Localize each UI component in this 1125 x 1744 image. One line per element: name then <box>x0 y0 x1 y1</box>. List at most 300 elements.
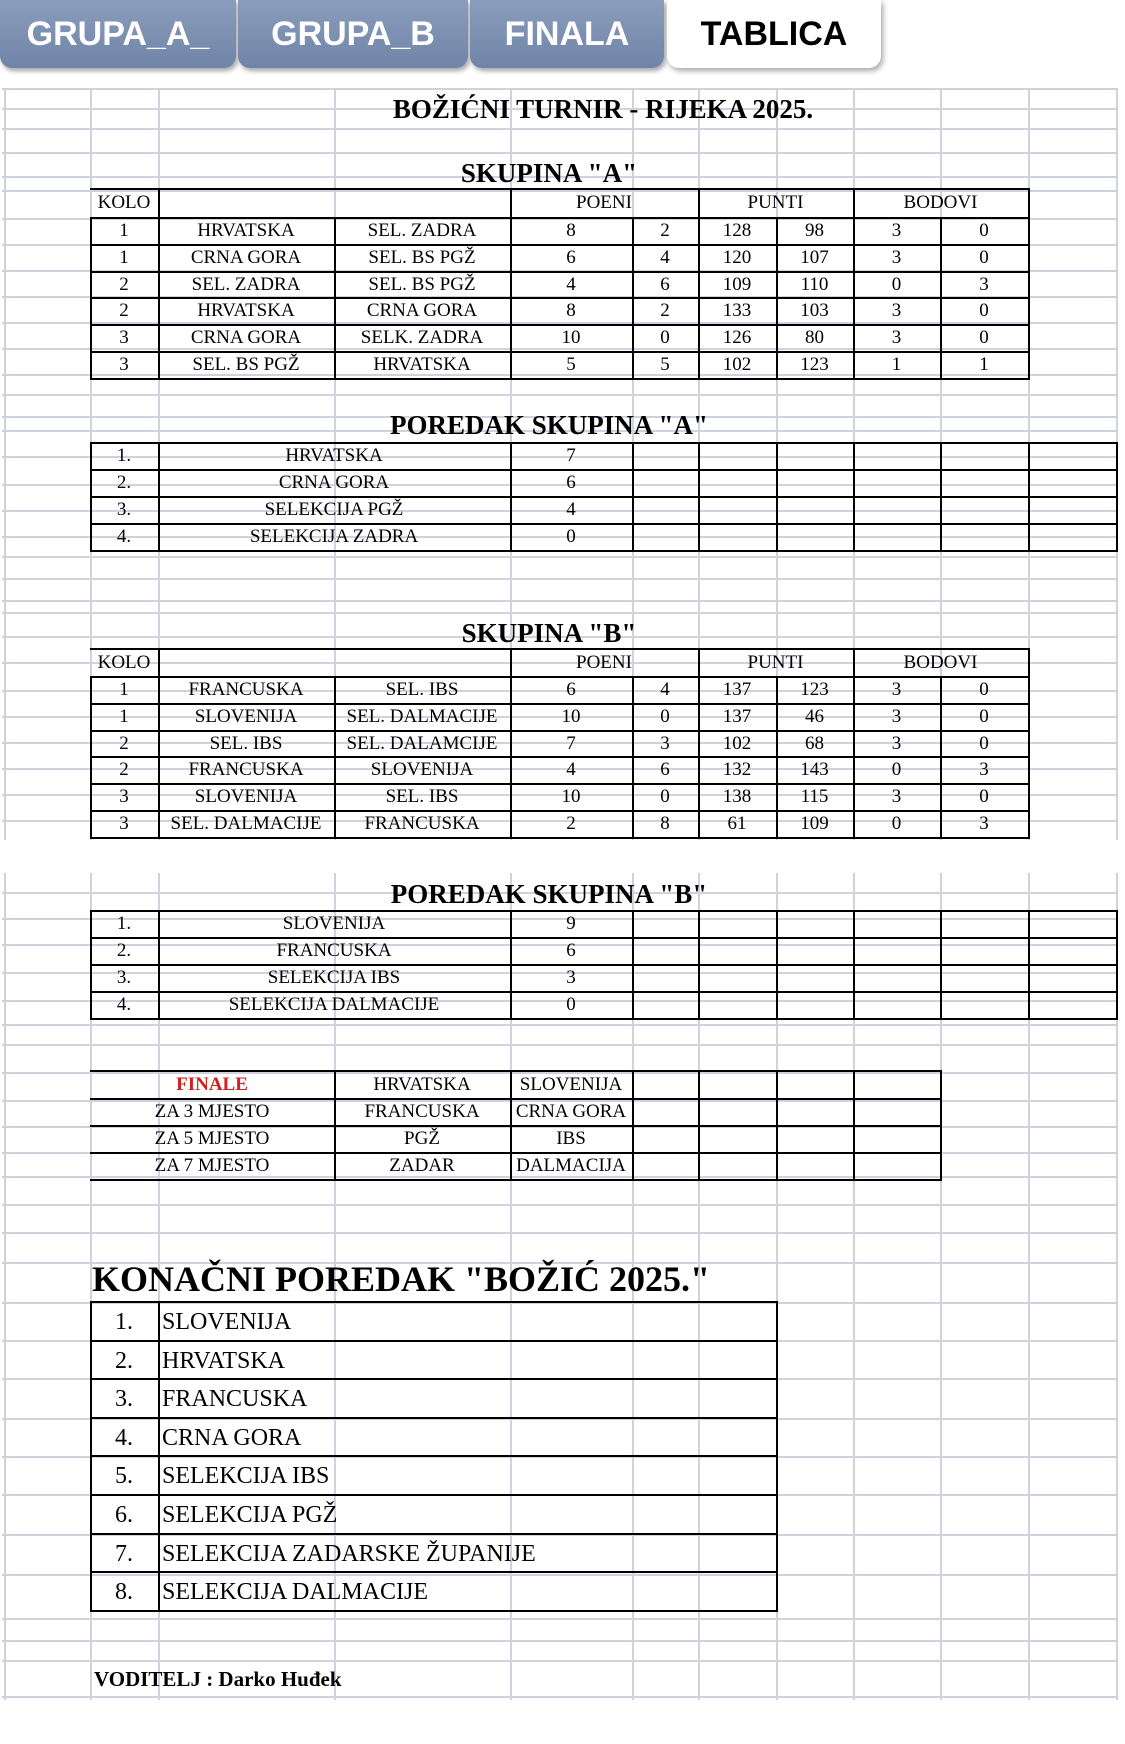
grid-line <box>2 152 1117 154</box>
table-row-cell: 0 <box>979 220 989 241</box>
table-border <box>698 442 700 552</box>
table-border <box>940 676 942 839</box>
finals-team-home: PGŽ <box>404 1128 440 1149</box>
standing-team: FRANCUSKA <box>276 940 392 961</box>
grid-line <box>2 1232 1117 1234</box>
standing-team: CRNA GORA <box>278 472 390 493</box>
placement-label: ZA 3 MJESTO <box>154 1101 270 1122</box>
table-row-cell: 0 <box>979 327 989 349</box>
table-border <box>90 676 92 839</box>
table-row-cell: 2 <box>119 273 129 295</box>
table-row-cell: 0 <box>660 705 670 727</box>
table-border <box>940 442 942 552</box>
table-row-cell: 120 <box>722 246 752 268</box>
table-border <box>90 810 1030 812</box>
page-title: BOŽIĆNI TURNIR - RIJEKA 2025. <box>392 94 814 124</box>
standings_a-title: POREDAK SKUPINA "A" <box>389 410 708 440</box>
organizer-label: VODITELJ : Darko Huđek <box>94 1667 342 1691</box>
table-border <box>90 1455 778 1457</box>
table-border <box>698 1070 700 1181</box>
table-border <box>90 550 1118 552</box>
table-row-cell: 3 <box>979 273 989 295</box>
table-border <box>1116 910 1118 1020</box>
table-border <box>90 324 1030 326</box>
table-row-cell: 0 <box>891 813 902 834</box>
table-row-cell: HRVATSKA <box>197 220 295 241</box>
table-row-cell: 126 <box>722 327 752 349</box>
table-border <box>632 676 634 839</box>
standing-points: 0 <box>566 994 576 1015</box>
table-border <box>698 910 700 1020</box>
table-row-cell: 8 <box>566 300 576 322</box>
table-border <box>90 1610 778 1612</box>
table-row-cell: 8 <box>566 220 576 241</box>
table-row-cell: CRNA GORA <box>190 246 302 268</box>
table-row-cell: SEL. BS PGŽ <box>192 354 300 375</box>
table-row-cell: 102 <box>722 732 752 754</box>
table-row-cell: 4 <box>566 759 576 781</box>
table-border <box>90 1179 942 1181</box>
table-border <box>90 1417 778 1419</box>
final-team: SELEKCIJA DALMACIJE <box>162 1579 429 1606</box>
table-row-cell: 6 <box>566 246 576 268</box>
table-row-cell: 3 <box>119 813 129 834</box>
table-border <box>853 217 855 380</box>
table-border <box>158 910 160 1020</box>
table-row-cell: 2 <box>119 732 129 754</box>
table-border <box>853 676 855 839</box>
table-border <box>158 1301 160 1612</box>
table-row-cell: HRVATSKA <box>197 300 295 322</box>
table-border <box>90 1125 942 1127</box>
table-row-cell: 3 <box>891 732 902 754</box>
table-row-cell: 3 <box>119 786 129 808</box>
table-row-cell: 0 <box>979 679 989 700</box>
finals-team-home: FRANCUSKA <box>364 1101 480 1122</box>
table-row-cell: 3 <box>660 732 670 754</box>
table-border <box>698 648 700 678</box>
standing-team: SELEKCIJA IBS <box>267 967 401 988</box>
table-row-cell: 102 <box>722 354 752 375</box>
table-border <box>632 217 634 380</box>
table-border <box>940 217 942 380</box>
table-border <box>158 188 160 219</box>
table-border <box>698 676 700 839</box>
tab-finala[interactable]: FINALA <box>470 0 664 68</box>
final-rank: 7. <box>115 1540 133 1567</box>
grid-line <box>2 1204 1117 1206</box>
table-row-cell: 115 <box>800 786 829 808</box>
table-border <box>90 910 92 1020</box>
grid-line <box>2 612 1117 614</box>
table-border <box>90 991 1118 993</box>
table-row-cell: CRNA GORA <box>366 300 478 322</box>
tab-tablica[interactable]: TABLICA <box>667 0 881 68</box>
table-row-cell: SEL. DALMACIJE <box>170 813 322 834</box>
grid-line <box>2 1024 1117 1026</box>
standing-points: 9 <box>566 913 576 934</box>
table-border <box>853 1070 855 1181</box>
table-row-cell: 0 <box>660 327 670 349</box>
table-border <box>334 676 336 839</box>
final-team: SELEKCIJA PGŽ <box>162 1502 338 1528</box>
table-row-cell: 10 <box>561 327 581 349</box>
grid-line <box>2 1640 1117 1642</box>
table-row-cell: 123 <box>800 354 829 375</box>
standing-team: SELEKCIJA PGŽ <box>264 499 404 520</box>
table-border <box>334 1070 336 1181</box>
standing-points: 7 <box>566 445 576 466</box>
table-row-cell: 6 <box>660 759 670 781</box>
table-row-cell: 2 <box>119 759 129 781</box>
table-row-cell: 0 <box>660 786 670 808</box>
table-row-cell: 2 <box>660 220 670 241</box>
table-border <box>853 442 855 552</box>
table-row-cell: SEL. DALAMCIJE <box>346 732 498 754</box>
table-row-cell: 68 <box>805 732 824 754</box>
table-row-cell: 5 <box>660 354 670 375</box>
table-row-cell: SEL. ZADRA <box>191 273 301 295</box>
table-border <box>90 910 1118 912</box>
table-row-cell: 1 <box>119 705 129 727</box>
table-row-cell: 143 <box>800 759 829 781</box>
table-border <box>853 188 855 219</box>
table-border <box>90 676 1030 678</box>
table-border <box>158 217 160 380</box>
table-row-cell: 2 <box>119 300 129 322</box>
table-border <box>776 1070 778 1181</box>
table-row-cell: 4 <box>660 246 670 268</box>
table-row-cell: 61 <box>727 813 747 834</box>
table-row-cell: 137 <box>722 705 752 727</box>
table-row-cell: 4 <box>566 273 576 295</box>
final-team: SELEKCIJA ZADARSKE ŽUPANIJE <box>162 1540 536 1567</box>
table-border <box>776 1301 778 1612</box>
table-row-cell: SLOVENIJA <box>194 786 298 808</box>
table-row-cell: 1 <box>119 220 129 241</box>
final-rank: 3. <box>115 1386 133 1413</box>
standing-team: SLOVENIJA <box>282 913 386 934</box>
table-row-cell: 10 <box>561 786 581 808</box>
table-row-cell: 110 <box>800 273 829 295</box>
table-row-cell: 3 <box>891 220 902 241</box>
table-border <box>776 910 778 1020</box>
table-row-cell: 128 <box>722 220 752 241</box>
table-row-cell: SELK. ZADRA <box>360 327 484 349</box>
column-header-bodovi: BODOVI <box>903 652 978 673</box>
table-row-cell: 133 <box>722 300 752 322</box>
table-row-cell: 123 <box>800 679 829 700</box>
final-rank: 5. <box>115 1463 133 1490</box>
standings_b-title: POREDAK SKUPINA "B" <box>390 879 708 909</box>
table-row-cell: 3 <box>119 354 129 375</box>
table-row-cell: 3 <box>891 327 902 349</box>
table-row-cell: 3 <box>891 786 902 808</box>
table-row-cell: 0 <box>979 705 989 727</box>
table-row-cell: SEL. IBS <box>209 732 283 754</box>
final-ranking-title: KONAČNI POREDAK "BOŽIĆ 2025." <box>92 1259 711 1299</box>
column-header-bodovi: BODOVI <box>903 192 978 213</box>
standing-points: 3 <box>566 967 576 988</box>
table-border <box>940 1070 942 1181</box>
table-border <box>90 1533 778 1535</box>
table-row-cell: 10 <box>561 705 581 727</box>
table-border <box>510 442 512 552</box>
table-border <box>90 1152 942 1154</box>
blank-gap <box>0 840 1125 873</box>
table-border <box>90 730 1030 732</box>
table-border <box>776 442 778 552</box>
final-team: HRVATSKA <box>162 1347 285 1374</box>
table-row-cell: 109 <box>722 273 752 295</box>
grid-line <box>2 88 1117 90</box>
table-row-cell: FRANCUSKA <box>188 759 304 781</box>
table-border <box>90 1301 92 1612</box>
final-rank: 2. <box>115 1347 133 1374</box>
standing-rank: 1. <box>116 445 132 466</box>
table-border <box>510 676 512 839</box>
table-row-cell: SEL. IBS <box>385 679 459 700</box>
placement-label: ZA 5 MJESTO <box>154 1128 270 1149</box>
table-row-cell: SEL. DALMACIJE <box>346 705 498 727</box>
column-header-poeni: POENI <box>576 652 632 673</box>
table-border <box>1028 188 1030 219</box>
table-border <box>510 1070 512 1181</box>
table-row-cell: SEL. BS PGŽ <box>368 246 476 268</box>
finals-team-away: IBS <box>556 1128 586 1149</box>
table-border <box>90 703 1030 705</box>
standing-team: SELEKCIJA DALMACIJE <box>228 994 440 1015</box>
table-border <box>158 648 160 678</box>
table-border <box>158 676 160 839</box>
final-team: SELEKCIJA IBS <box>162 1463 330 1490</box>
table-border <box>90 648 1030 650</box>
table-border <box>90 1018 1118 1020</box>
table-row-cell: 0 <box>979 246 989 268</box>
tab-grupa-b[interactable]: GRUPA_B <box>238 0 468 68</box>
grid-line <box>2 1660 1117 1662</box>
table-row-cell: 3 <box>891 679 902 700</box>
table-border <box>90 837 1030 839</box>
table-row-cell: 0 <box>891 759 902 781</box>
table-border <box>90 1340 778 1342</box>
table-border <box>510 217 512 380</box>
table-border <box>90 1070 942 1072</box>
table-row-cell: 0 <box>979 786 989 808</box>
grid-line <box>2 556 1117 558</box>
table-border <box>632 910 634 1020</box>
table-border <box>90 1494 778 1496</box>
table-border <box>334 217 336 380</box>
table-row-cell: 7 <box>566 732 576 754</box>
table-border <box>90 217 1030 219</box>
table-border <box>698 188 700 219</box>
table-row-cell: 6 <box>566 679 576 700</box>
standing-rank: 1. <box>116 913 132 934</box>
standing-points: 6 <box>566 940 576 961</box>
final-rank: 8. <box>115 1579 133 1606</box>
table-row-cell: HRVATSKA <box>373 354 471 375</box>
table-row-cell: 0 <box>891 273 902 295</box>
table-row-cell: 5 <box>566 354 576 375</box>
table-border <box>90 297 1030 299</box>
table-border <box>90 244 1030 246</box>
table-border <box>90 1301 778 1303</box>
final-rank: 1. <box>115 1309 133 1335</box>
table-border <box>158 442 160 552</box>
table-border <box>776 676 778 839</box>
table-border <box>90 496 1118 498</box>
table-row-cell: 107 <box>800 246 829 268</box>
table-border <box>1028 676 1030 839</box>
table-row-cell: 1 <box>119 679 129 700</box>
grid-line <box>2 128 1117 130</box>
table-row-cell: 3 <box>979 813 989 834</box>
grid-line <box>2 394 1117 396</box>
table-row-cell: 3 <box>891 300 902 322</box>
grid-line <box>2 1696 1117 1698</box>
table-row-cell: 3 <box>891 705 902 727</box>
table-row-cell: 8 <box>660 813 670 834</box>
final-label: FINALE <box>176 1074 248 1095</box>
table-row-cell: 137 <box>722 679 752 700</box>
table-row-cell: 103 <box>800 300 829 322</box>
table-row-cell: FRANCUSKA <box>188 679 304 700</box>
table-row-cell: 3 <box>119 327 129 349</box>
table-row-cell: 0 <box>979 300 989 322</box>
spreadsheet-grid[interactable] <box>0 88 1125 1700</box>
table-border <box>90 217 92 380</box>
table-row-cell: SEL. BS PGŽ <box>368 273 476 295</box>
table-row-cell: 98 <box>805 220 824 241</box>
final-rank: 6. <box>115 1502 133 1528</box>
table-row-cell: SLOVENIJA <box>370 759 474 781</box>
table-border <box>632 442 634 552</box>
table-border <box>698 217 700 380</box>
table-border <box>90 378 1030 380</box>
table-border <box>90 1571 778 1573</box>
table-border <box>940 910 942 1020</box>
table-row-cell: 2 <box>660 300 670 322</box>
placement-label: ZA 7 MJESTO <box>154 1155 270 1176</box>
group_a-title: SKUPINA "A" <box>460 158 638 188</box>
standing-rank: 3. <box>116 967 132 988</box>
standing-points: 0 <box>566 526 576 547</box>
table-border <box>1028 442 1030 552</box>
sheet-tab-bar <box>0 0 1125 74</box>
table-row-cell: 3 <box>979 759 989 781</box>
table-row-cell: 4 <box>660 679 670 700</box>
table-border <box>90 937 1118 939</box>
table-border <box>90 783 1030 785</box>
standing-rank: 2. <box>116 940 132 961</box>
standing-points: 6 <box>566 472 576 493</box>
table-row-cell: 3 <box>891 246 902 268</box>
grid-line <box>2 1618 1117 1620</box>
table-row-cell: 132 <box>722 759 752 781</box>
column-header-punti: PUNTI <box>747 192 804 213</box>
table-border <box>853 910 855 1020</box>
table-row-cell: 6 <box>660 273 670 295</box>
grid-line <box>2 600 1117 602</box>
table-border <box>1116 442 1118 552</box>
table-row-cell: SEL. ZADRA <box>367 220 477 241</box>
table-border <box>776 217 778 380</box>
tab-grupa-a[interactable]: GRUPA_A_ <box>0 0 236 68</box>
standing-team: SELEKCIJA ZADRA <box>249 526 419 547</box>
table-row-cell: 1 <box>119 246 129 268</box>
table-border <box>510 910 512 1020</box>
final-team: FRANCUSKA <box>162 1386 308 1413</box>
grid-line <box>2 1044 1117 1046</box>
table-border <box>1028 910 1030 1020</box>
table-border <box>90 469 1118 471</box>
grid-line <box>4 88 6 1700</box>
table-border <box>90 1378 778 1380</box>
column-header-kolo: KOLO <box>97 192 151 213</box>
table-border <box>853 648 855 678</box>
table-row-cell: 0 <box>979 732 989 754</box>
standing-points: 4 <box>566 499 576 520</box>
grid-line <box>2 578 1117 580</box>
table-row-cell: SLOVENIJA <box>194 705 298 727</box>
finals-team-away: DALMACIJA <box>516 1155 626 1176</box>
finals-team-home: HRVATSKA <box>373 1074 471 1095</box>
table-border <box>90 756 1030 758</box>
column-header-kolo: KOLO <box>97 652 151 673</box>
grid-line <box>1116 88 1118 1700</box>
finals-team-away: CRNA GORA <box>515 1101 627 1122</box>
table-row-cell: 2 <box>566 813 576 834</box>
table-row-cell: 46 <box>805 705 824 727</box>
table-border <box>90 271 1030 273</box>
group_b-title: SKUPINA "B" <box>461 618 637 648</box>
standing-rank: 2. <box>116 472 132 493</box>
table-border <box>510 648 512 678</box>
standing-rank: 3. <box>116 499 132 520</box>
standing-rank: 4. <box>116 994 132 1015</box>
final-rank: 4. <box>115 1424 133 1451</box>
table-row-cell: FRANCUSKA <box>364 813 480 834</box>
table-row-cell: CRNA GORA <box>190 327 302 349</box>
table-border <box>90 351 1030 353</box>
table-border <box>90 442 1118 444</box>
final-team: CRNA GORA <box>162 1424 302 1451</box>
final-team: SLOVENIJA <box>162 1309 292 1335</box>
column-header-poeni: POENI <box>576 192 632 213</box>
table-row-cell: 1 <box>979 354 989 375</box>
table-border <box>90 523 1118 525</box>
table-row-cell: 109 <box>800 813 829 834</box>
table-row-cell: 80 <box>805 327 824 349</box>
finals-team-away: SLOVENIJA <box>519 1074 623 1095</box>
column-header-punti: PUNTI <box>747 652 804 673</box>
table-border <box>1028 217 1030 380</box>
standing-team: HRVATSKA <box>285 445 383 466</box>
table-border <box>90 188 1030 190</box>
table-border <box>90 442 92 552</box>
standing-rank: 4. <box>116 526 132 547</box>
finals-team-home: ZADAR <box>389 1155 455 1176</box>
table-border <box>632 1070 634 1181</box>
table-row-cell: 138 <box>722 786 752 808</box>
table-border <box>1028 648 1030 678</box>
table-border <box>90 964 1118 966</box>
table-border <box>510 188 512 219</box>
table-border <box>90 1098 942 1100</box>
table-row-cell: 1 <box>891 354 902 375</box>
table-row-cell: SEL. IBS <box>385 786 459 808</box>
